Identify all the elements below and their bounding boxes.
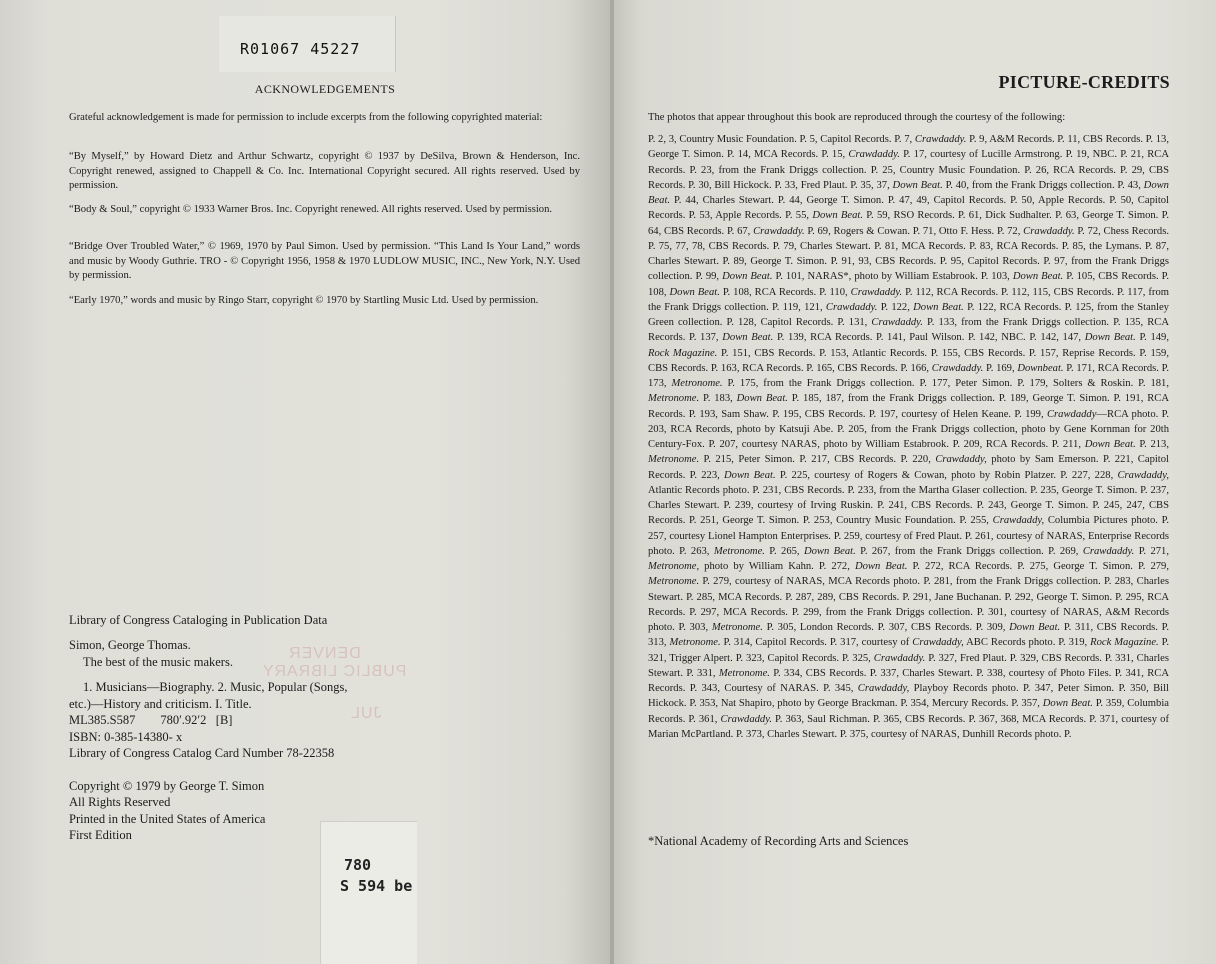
classification-cutter: S 594 be bbox=[340, 877, 413, 895]
picture-credits-list: P. 2, 3, Country Music Foundation. P. 5, Capitol Records. P. 7, Crawdaddy. P. 9, A&M Records. P. 11, CBS Records. P. 13, George T. Simon. P. 14, MCA Records. P. 15, Crawdaddy. P. 17, courtesy of Lucille Armstrong. P. 19, NBC. P. 21, RCA Records. P. 23, from the Frank Driggs collection. P. 25, Country Music Foundation. P. 26, RCA Records. P. 29, CBS Records. P. 30, Bill Hickock. P. 33, Fred Plaut. P. 35, 37, Down Beat. P. 40, from the Frank Driggs collection. P. 43, Down Beat. P. 44, Charles Stewart. P. 44, George T. Simon. P. 47, 49, Capitol Records. P. 50, Apple Records. P. 50, Capitol Records. P. 53, Apple Records. P. 55, Down Beat. P. 59, RSO Records. P. 61, Dick Sudhalter. P. 63, George T. Simon. P. 64, CBS Records. P. 67, Crawdaddy. P. 69, Rogers & Cowan. P. 71, Otto F. Hess. P. 72, Crawdaddy. P. 72, Chess Records. P. 75, 77, 78, CBS Records. P. 79, Charles Stewart. P. 81, MCA Records. P. 83, RCA Records. P. 85, the Lymans. P. 87, Charles Stewart. P. 89, George T. Simon. P. 91, 93, CBS Records. P. 95, Capitol Records. P. 97, from the Frank Driggs collection. P. 99, Down Beat. P. 101, NARAS*, photo by William Estabrook. P. 103, Down Beat. P. 105, CBS Records. P. 108, Down Beat. P. 108, RCA Records. P. 110, Crawdaddy. P. 112, RCA Records. P. 112, 115, CBS Records. P. 117, from the Frank Driggs collection. P. 119, 121, Crawdaddy. P. 122, Down Beat. P. 122, RCA Records. P. 125, from the Stanley Green collection. P. 128, Capitol Records. P. 131, Crawdaddy. P. 133, from the Frank Driggs collection. P. 135, RCA Records. P. 137, Down Beat. P. 139, RCA Records. P. 141, Paul Wilson. P. 142, NBC. P. 142, 147, Down Beat. P. 149, Rock Magazine. P. 151, CBS Records. P. 153, Atlantic Records. P. 155, CBS Records. P. 157, Reprise Records. P. 159, CBS Records. P. 163, RCA Records. P. 165, CBS Records. P. 166, Crawdaddy. P. 169, Downbeat. P. 171, RCA Records. P. 173, Metronome. P. 175, from the Frank Driggs collection. P. 177, Peter Simon. P. 179, Solters & Roskin. P. 181, Metronome. P. 183, Down Beat. P. 185, 187, from the Frank Driggs collection. P. 189, George T. Simon. P. 191, RCA Records. P. 193, Sam Shaw. P. 195, CBS Records. P. 197, courtesy of Helen Keane. P. 199, Crawdaddy—RCA photo. P. 203, RCA Records, photo by Katsuji Abe. P. 205, from the Frank Driggs collection, photo by Gene Kornman for 20th Century-Fox. P. 207, courtesy NARAS, photo by William Estabrook. P. 209, RCA Records. P. 211, Down Beat. P. 213, Metronome. P. 215, Peter Simon. P. 217, CBS Records. P. 220, Crawdaddy, photo by Sam Emerson. P. 221, Capitol Records. P. 223, Down Beat. P. 225, courtesy of Rogers & Cowan, photo by Robin Platzer. P. 227, 228, Crawdaddy, Atlantic Records photo. P. 231, CBS Records. P. 233, from the Martha Glaser collection. P. 235, George T. Simon. P. 237, Charles Stewart. P. 239, courtesy of Irving Ruskin. P. 241, CBS Records. P. 243, George T. Simon. P. 245, 247, CBS Records. P. 251, George T. Simon. P. 253, Country Music Foundation. P. 255, Crawdaddy, Columbia Pictures photo. P. 257, courtesy Lionel Hampton Enterprises. P. 259, courtesy of Fred Plaut. P. 261, courtesy of NARAS, Enterprise Records photo. P. 263, Metronome. P. 265, Down Beat. P. 267, from the Frank Driggs collection. P. 269, Crawdaddy. P. 271, Metronome, photo by William Kahn. P. 272, Down Beat. P. 272, RCA Records. P. 275, George T. Simon. P. 279, Metronome. P. 279, courtesy of NARAS, MCA Records photo. P. 281, from the Frank Driggs collection. P. 283, Charles Stewart. P. 285, MCA Records. P. 287, 289, CBS Records. P. 291, Jane Buchanan. P. 292, George T. Simon. P. 295, RCA Records. P. 297, MCA Records. P. 299, from the Frank Driggs collection. P. 301, courtesy of NARAS, A&M Records photo. P. 303, Metronome. P. 305, London Records. P. 307, CBS Records. P. 309, Down Beat. P. 311, CBS Records. P. 313, Metronome. P. 314, Capitol Records. P. 317, courtesy of Crawdaddy, ABC Records photo. P. 319, Rock Magazine. P. 321, Trigger Alpert. P. 323, Capitol Records. P. 325, Crawdaddy. P. 327, Fred Plaut. P. 329, CBS Records. P. 331, Charles Stewart. P. 331, Metronome. P. 334, CBS Records. P. 337, Charles Stewart. P. 338, courtesy of Photo Files. P. 341, RCA Records. P. 343, Courtesy of NARAS. P. 345, Crawdaddy, Playboy Records photo. P. 347, Peter Simon. P. 350, Bill Hickock. P. 353, Nat Shapiro, photo by George Brackman. P. 354, Mercury Records. P. 357, Down Beat. P. 359, Columbia Records. P. 361, Crawdaddy. P. 363, Saul Richman. P. 365, CBS Records. P. 367, 368, MCA Records. P. 371, courtesy of Marian McPartland. P. 373, Charles Stewart. P. 375, courtesy of NARAS, Dunhill Records photo. P. bbox=[648, 134, 1170, 740]
copyright-line-1: Copyright © 1979 by George T. Simon bbox=[69, 779, 265, 793]
record-id: R01067 45227 bbox=[240, 40, 361, 58]
cip-book-title: The best of the music makers. bbox=[83, 655, 233, 669]
picture-credits-intro: The photos that appear throughout this book are reproduced through the courtesy of the following: bbox=[648, 112, 1066, 123]
ack-paragraph-1: Grateful acknowledgement is made for permission to include excerpts from the following copyrighted material: bbox=[69, 112, 543, 123]
ack-paragraph-3: “Body & Soul,” copyright © 1933 Warner Bros. Inc. Copyright renewed. All rights reserved. Used by permission. bbox=[69, 204, 553, 215]
ack-paragraph-4: “Bridge Over Troubled Water,” © 1969, 1970 by Paul Simon. Used by permission. “This Land Is Your Land,” words and music by Woody Guthrie. TRO - © Copyright 1956, 1958 & 1970 LUDLOW MUSIC, INC., New York, N.Y. Used by permission. bbox=[69, 241, 580, 282]
copyright-line-4: First Edition bbox=[69, 828, 132, 842]
picture-credits-footnote: *National Academy of Recording Arts and Sciences bbox=[648, 834, 909, 848]
library-stamp-city: DENVER bbox=[288, 645, 361, 662]
cip-call-number: ML385.S587 780′.92′2 [B] bbox=[69, 713, 233, 727]
ack-paragraph-2: “By Myself,” by Howard Dietz and Arthur Schwartz, copyright © 1937 by DeSilva, Brown & Henderson, Inc. Copyright renewed, assigned to Chappell & Co. Inc. International Copyright secured. All rights reserved. Used by permission. bbox=[69, 151, 580, 192]
cip-lccn: Library of Congress Catalog Card Number 78-22358 bbox=[69, 746, 335, 760]
classification-number: 780 bbox=[344, 856, 372, 874]
copyright-line-2: All Rights Reserved bbox=[69, 795, 171, 809]
cip-isbn: ISBN: 0-385-14380- x bbox=[69, 730, 183, 744]
copyright-line-3: Printed in the United States of America bbox=[69, 812, 266, 826]
cip-author: Simon, George Thomas. bbox=[69, 638, 191, 652]
cip-title: Library of Congress Cataloging in Publication Data bbox=[69, 613, 328, 627]
acknowledgements-heading: ACKNOWLEDGEMENTS bbox=[254, 82, 396, 96]
picture-credits-heading: PICTURE-CREDITS bbox=[998, 72, 1170, 92]
cip-subjects-2: etc.)—History and criticism. I. Title. bbox=[69, 697, 252, 711]
library-stamp-month: JUL bbox=[350, 705, 382, 722]
right-page bbox=[612, 0, 1216, 964]
cip-subjects-1: 1. Musicians—Biography. 2. Music, Popular (Songs, bbox=[83, 680, 348, 694]
ack-paragraph-5: “Early 1970,” words and music by Ringo Starr, copyright © 1970 by Startling Music Ltd. Used by permission. bbox=[69, 295, 539, 306]
book-gutter bbox=[610, 0, 614, 964]
library-stamp-name: PUBLIC LIBRARY bbox=[262, 663, 407, 680]
